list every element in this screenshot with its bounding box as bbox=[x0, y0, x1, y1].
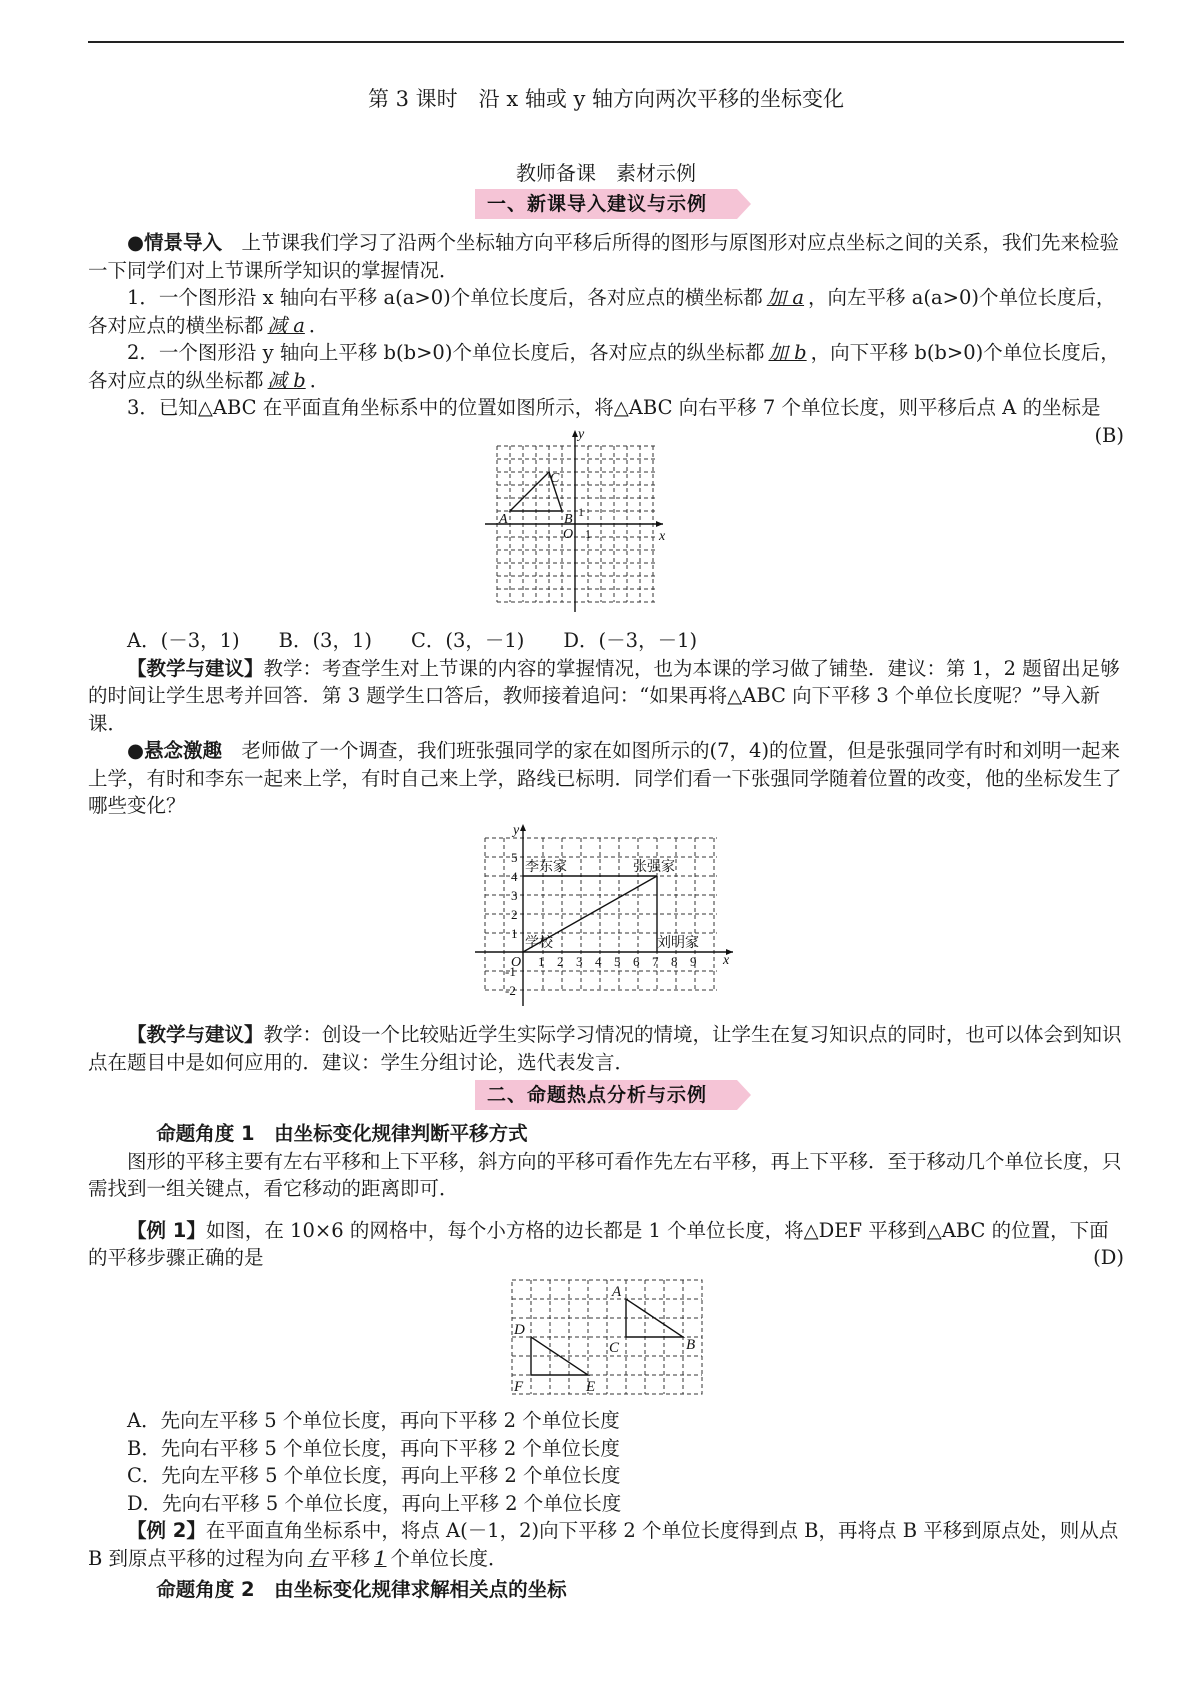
fig2-ytick-3: 3 bbox=[511, 887, 518, 903]
example-2-blank-2: 1 bbox=[374, 1546, 387, 1570]
example-1-label: 【例 1】 bbox=[127, 1218, 206, 1242]
fig2-xtick-4: 4 bbox=[595, 953, 602, 969]
example-2 bbox=[88, 1517, 1124, 1572]
fig2-xtick-5: 5 bbox=[614, 953, 621, 969]
fig2-ytick-5: 5 bbox=[511, 849, 518, 865]
q1-text-b: ，向左平移 a(a>0)个单位长度后，各对应点的横坐标都 bbox=[88, 286, 1116, 337]
spacer bbox=[88, 1203, 1124, 1217]
example-2-label: 【例 2】 bbox=[127, 1519, 206, 1542]
fig2-x-label: x bbox=[723, 952, 730, 968]
figure-1-svg bbox=[477, 426, 667, 616]
advice-1 bbox=[88, 655, 1124, 738]
figure-3-svg bbox=[508, 1276, 704, 1396]
lesson-title: 第 3 课时 沿 x 轴或 y 轴方向两次平移的坐标变化 bbox=[367, 87, 845, 111]
example-2-text-c: 个单位长度． bbox=[390, 1546, 508, 1570]
fig2-xtick-2: 2 bbox=[557, 953, 564, 969]
fig2-y-label: y bbox=[513, 823, 520, 838]
example-1-option-b: B．先向右平移 5 个单位长度，再向下平移 2 个单位长度 bbox=[127, 1436, 620, 1460]
section2-banner: 二、命题热点分析与示例 bbox=[475, 1080, 737, 1110]
fig3-label-b: B bbox=[686, 1336, 696, 1353]
fig1-x-label: x bbox=[658, 528, 665, 544]
fig1-tick-y1: 1 bbox=[577, 504, 584, 519]
scene-intro bbox=[88, 229, 1124, 284]
section1-banner: 一、新课导入建议与示例 bbox=[475, 189, 737, 219]
fig1-tick-x1: 1 bbox=[584, 526, 591, 541]
section1-banner-wrap bbox=[88, 189, 1124, 223]
angle-1-heading: 命题角度 1 由坐标变化规律判断平移方式 bbox=[156, 1122, 528, 1145]
fig2-ytick-neg2: -2 bbox=[505, 982, 516, 998]
fig2-label-lidong-home: 李东家 bbox=[525, 858, 567, 875]
q2-end: ． bbox=[309, 368, 330, 392]
fig1-y-label: y bbox=[577, 426, 584, 442]
q2-text-b: ，向下平移 b(b>0)个单位长度后，各对应点的纵坐标都 bbox=[88, 341, 1120, 392]
scene-label: ●情景导入 bbox=[127, 231, 223, 254]
figure-2-route-map bbox=[88, 824, 1124, 1018]
q3-options: A．(－3，1) B．(3，1) C．(3，－1) D．(－3，－1) bbox=[127, 629, 698, 652]
example-2-text-b: 平移 bbox=[331, 1546, 371, 1570]
fig2-xtick-8: 8 bbox=[671, 953, 678, 969]
example-1-text: 如图，在 10×6 的网格中，每个小方格的边长都是 1 个单位长度，将△DEF 平移到△ABC 的位置，下面的平移步骤正确的是 bbox=[88, 1218, 1109, 1269]
angle-2-heading: 命题角度 2 由坐标变化规律求解相关点的坐标 bbox=[156, 1578, 567, 1601]
q1-text-a: 1．一个图形沿 x 轴向右平移 a(a>0)个单位长度后，各对应点的横坐标都 bbox=[127, 286, 763, 309]
fig1-label-a: A bbox=[498, 511, 508, 527]
fig2-ytick-neg1: -1 bbox=[505, 963, 516, 979]
example-1 bbox=[88, 1217, 1124, 1272]
fig2-xtick-6: 6 bbox=[633, 953, 640, 969]
example-1-option-c: C．先向左平移 5 个单位长度，再向上平移 2 个单位长度 bbox=[127, 1464, 621, 1487]
q2-text-a: 2．一个图形沿 y 轴向上平移 b(b>0)个单位长度后，各对应点的纵坐标都 bbox=[127, 341, 765, 364]
fig2-ytick-2: 2 bbox=[511, 906, 518, 922]
section2-banner-wrap bbox=[88, 1080, 1124, 1114]
advice-1-label: 【教学与建议】 bbox=[127, 656, 264, 680]
q1-blank-1: 加 a bbox=[766, 286, 805, 309]
q1-end: ． bbox=[308, 313, 329, 337]
fig1-label-c: C bbox=[549, 470, 560, 486]
q2-blank-2: 减 b bbox=[267, 368, 306, 392]
advice-2-text: 教学：创设一个比较贴近学生实际学习情况的情境，让学生在复习知识点的同时，也可以体会到知识点在题目中是如何应用的．建议：学生分组讨论，选代表发言． bbox=[88, 1023, 1122, 1074]
example-1-option-a: A．先向左平移 5 个单位长度，再向下平移 2 个单位长度 bbox=[127, 1409, 620, 1432]
q3-answer: (B) bbox=[1094, 423, 1124, 447]
suspense-intro bbox=[88, 737, 1124, 820]
top-rule bbox=[88, 41, 1124, 43]
q3-text: 3．已知△ABC 在平面直角坐标系中的位置如图所示，将△ABC 向右平移 7 个单位长度，则平移后点 A 的坐标是 bbox=[127, 396, 1101, 419]
fig2-xtick-7: 7 bbox=[652, 953, 659, 969]
fig3-label-e: E bbox=[586, 1378, 596, 1395]
fig2-origin-label: O bbox=[511, 954, 522, 970]
figure-2-svg bbox=[471, 824, 741, 1010]
advice-2 bbox=[88, 1021, 1124, 1076]
fig3-label-f: F bbox=[514, 1378, 524, 1395]
q1-blank-2: 减 a bbox=[267, 313, 305, 337]
question-2 bbox=[88, 339, 1124, 394]
scene-text: 上节课我们学习了沿两个坐标轴方向平移后所得的图形与原图形对应点坐标之间的关系，我们先来检验一下同学们对上节课所学知识的掌握情况． bbox=[88, 231, 1120, 282]
fig2-ytick-4: 4 bbox=[511, 868, 518, 884]
figure-1-triangle-grid bbox=[88, 426, 1124, 624]
fig2-ytick-1: 1 bbox=[511, 925, 518, 941]
fig3-label-d: D bbox=[514, 1321, 525, 1338]
question-3 bbox=[88, 394, 1124, 447]
fig2-label-school: 学校 bbox=[525, 934, 553, 951]
advice-1-text: 教学：考查学生对上节课的内容的掌握情况，也为本课的学习做了铺垫．建议：第 1，2 题留出足够的时间让学生思考并回答．第 3 题学生口答后，教师接着追问：“如果再将△ABC 向下平移 3 个单位长度呢？”导入新课． bbox=[88, 656, 1120, 735]
fig2-xtick-9: 9 bbox=[690, 953, 697, 969]
example-2-text-a: 在平面直角坐标系中，将点 A(－1，2)向下平移 2 个单位长度得到点 B，再将点 B 平移到原点处，则从点 B 到原点平移的过程为向 bbox=[88, 1519, 1119, 1570]
example-1-answer: (D) bbox=[1093, 1246, 1124, 1269]
fig2-label-liuming-home: 刘明家 bbox=[657, 934, 699, 951]
page-body bbox=[88, 80, 1124, 1604]
fig1-label-o: O bbox=[562, 526, 573, 542]
fig3-label-c: C bbox=[609, 1339, 620, 1356]
subheading: 教师备课 素材示例 bbox=[516, 160, 696, 185]
suspense-label: ●悬念激趣 bbox=[127, 739, 223, 762]
figure-3-translation-grid bbox=[88, 1276, 1124, 1404]
q2-blank-1: 加 b bbox=[768, 341, 807, 364]
fig1-label-b: B bbox=[563, 511, 573, 527]
fig2-xtick-1: 1 bbox=[538, 953, 545, 969]
example-1-option-d: D．先向右平移 5 个单位长度，再向上平移 2 个单位长度 bbox=[127, 1491, 622, 1515]
question-1 bbox=[88, 284, 1124, 339]
advice-2-label: 【教学与建议】 bbox=[127, 1023, 264, 1046]
fig3-label-a: A bbox=[612, 1283, 622, 1300]
suspense-text: 老师做了一个调查，我们班张强同学的家在如图所示的(7，4)的位置，但是张强同学有时和刘明一起来上学，有时和李东一起来上学，有时自己来上学，路线已标明．同学们看一下张强同学随着位置的改变，他的坐标发生了哪些变化？ bbox=[88, 739, 1122, 817]
fig2-xtick-3: 3 bbox=[576, 953, 583, 969]
fig2-label-zhangqiang-home: 张强家 bbox=[633, 858, 675, 875]
angle-1-text: 图形的平移主要有左右平移和上下平移，斜方向的平移可看作先左右平移，再上下平移．至于移动几个单位长度，只需找到一组关键点，看它移动的距离即可． bbox=[88, 1149, 1122, 1200]
example-2-blank-1: 右 bbox=[307, 1546, 328, 1570]
